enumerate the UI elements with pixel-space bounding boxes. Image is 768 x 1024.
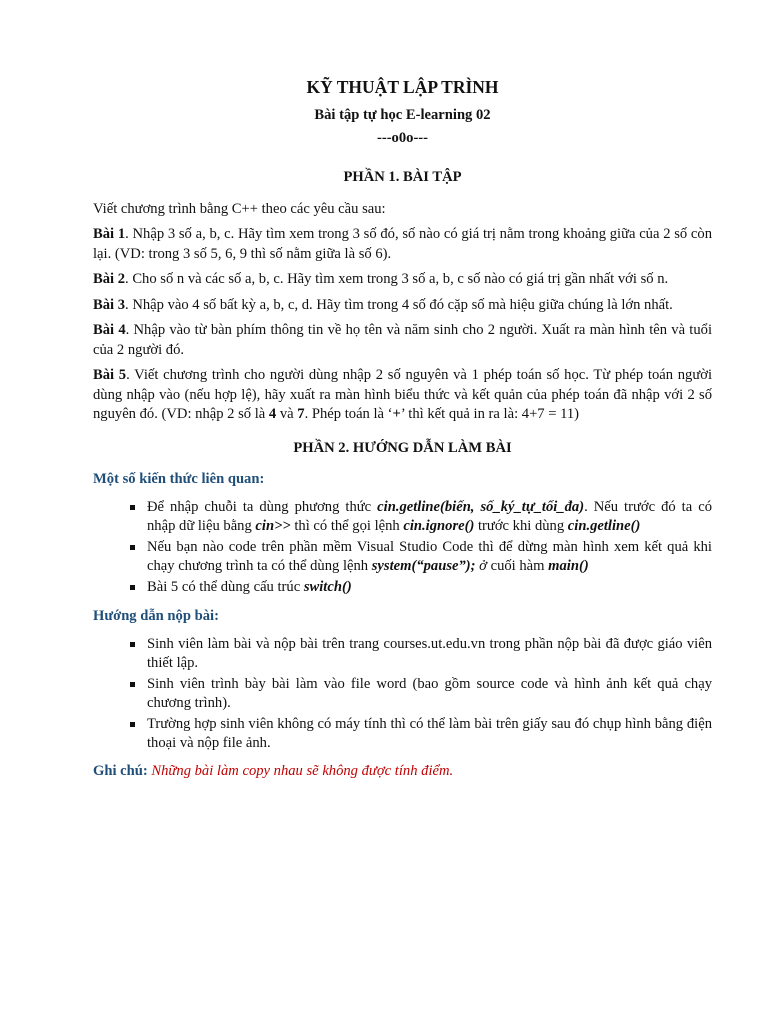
code-snippet: main() — [548, 558, 589, 574]
title-separator: ---o0o--- — [376, 129, 429, 146]
item-text: Sinh viên trình bày bài làm vào file word (bao gồm source code và hình ảnh kết quả chạy chương trình). — [147, 675, 712, 711]
submit-list — [93, 635, 712, 754]
item-text: cuối hàm — [486, 558, 549, 574]
exercise-text: . Nhập 3 số a, b, c. Hãy tìm xem trong 3 số đó, số nào có giá trị nằm trong khoảng giữa của 2 số còn lại. (VD: trong 3 số 5, 6, 9 thì số nằm giữa là số 6). — [93, 226, 713, 262]
item-text: Để nhập chuỗi ta dùng phương thức — [147, 498, 378, 515]
exercise-text: . Cho số n và các số a, b, c. Hãy tìm xem trong 3 số a, b, c số nào có giá trị gần nhất với số n. — [125, 271, 669, 287]
example-number-a: 4 — [268, 406, 277, 422]
item-text: ở — [475, 558, 487, 574]
exercise-text: . Nhập vào 4 số bất kỳ a, b, c, d. Hãy tìm trong 4 số đó cặp số mà hiệu giữa chúng là lớn nhất. — [125, 296, 673, 313]
part1-heading: PHẦN 1. BÀI TẬP — [343, 169, 462, 185]
exercise-3 — [93, 296, 712, 316]
note — [93, 762, 712, 782]
item-text: trước khi dùng — [474, 518, 568, 534]
exercise-text: ’ thì kết quả in ra là: 4+7 = 11) — [400, 406, 580, 422]
example-operator: + — [392, 406, 401, 422]
list-item — [130, 578, 712, 598]
exercise-label: Bài 1 — [93, 226, 126, 242]
exercise-4 — [93, 321, 712, 360]
exercise-5 — [93, 366, 712, 425]
list-item — [130, 675, 712, 714]
item-text: Trường hợp sinh viên không có máy tính thì có thể làm bài trên giấy sau đó chụp hình bằng điện thoại và nộp file ảnh. — [147, 715, 712, 751]
code-snippet: cin.ignore() — [403, 518, 475, 534]
exercise-text: . Viết chương trình cho người dùng nhập 2 số nguyên và 1 phép toán số học. Từ phép toán người dùng nhập vào (nếu hợp lệ), hãy xuất ra màn hình biểu thức và kết quản của phép toán đã nhập với 2 số nguyên đó. (VD: nhập 2 số là — [93, 367, 713, 422]
note-text: Những bài làm copy nhau sẽ không được tính điểm. — [151, 762, 454, 779]
item-text: thì có thể gọi lệnh — [290, 518, 404, 534]
example-number-b: 7 — [297, 406, 305, 422]
exercise-2 — [93, 270, 712, 290]
square-bullet-icon — [130, 642, 135, 647]
code-snippet: cin.getline() — [567, 518, 641, 534]
item-text: . Nếu trước đó ta có nhập dữ liệu bằng — [147, 498, 713, 534]
list-item — [130, 635, 712, 674]
exercise-text: và — [276, 406, 298, 422]
note-label: Ghi chú: — [93, 762, 148, 779]
part2-heading: PHẦN 2. HƯỚNG DẪN LÀM BÀI — [293, 439, 512, 456]
square-bullet-icon — [130, 585, 135, 590]
list-item — [130, 498, 712, 537]
square-bullet-icon — [130, 722, 135, 727]
submit-heading: Hướng dẫn nộp bài: — [93, 608, 219, 624]
knowledge-list — [93, 498, 712, 598]
square-bullet-icon — [130, 545, 135, 550]
item-text: Sinh viên làm bài và nộp bài trên trang courses.ut.edu.vn trong phần nộp bài đã được giáo viên thiết lập. — [147, 635, 712, 671]
exercise-label: Bài 3 — [93, 296, 126, 313]
list-item — [130, 715, 712, 754]
item-text: Bài 5 có thể dùng cấu trúc — [147, 578, 304, 595]
code-snippet: cin>> — [255, 518, 291, 534]
code-snippet: switch() — [303, 578, 352, 595]
knowledge-heading: Một số kiến thức liên quan: — [93, 471, 265, 487]
document-title: KỸ THUẬT LẬP TRÌNH — [306, 77, 499, 97]
square-bullet-icon — [130, 682, 135, 687]
item-text: Nếu bạn nào code trên phần mềm Visual Studio Code thì để dừng màn hình xem kết quả khi chạy chương trình ta có thể dùng lệnh — [147, 538, 712, 574]
square-bullet-icon — [130, 505, 135, 510]
part1-intro: Viết chương trình bằng C++ theo các yêu cầu sau: — [93, 200, 386, 217]
list-item — [130, 538, 712, 577]
document-content — [93, 76, 712, 781]
exercise-text: . Nhập vào từ bàn phím thông tin về họ tên và năm sinh cho 2 người. Xuất ra màn hình tên và tuổi của 2 người đó. — [93, 322, 712, 358]
document-subtitle: Bài tập tự học E-learning 02 — [314, 107, 491, 123]
code-snippet: system(“pause”); — [371, 558, 476, 574]
code-snippet: cin.getline(biến, số_ký_tự_tối_đa) — [377, 498, 585, 515]
exercise-label: Bài 4 — [93, 322, 126, 338]
exercise-1 — [93, 225, 712, 264]
exercise-label: Bài 5 — [93, 367, 127, 383]
exercise-text: . Phép toán là ‘ — [304, 406, 393, 422]
exercise-label: Bài 2 — [93, 271, 126, 287]
